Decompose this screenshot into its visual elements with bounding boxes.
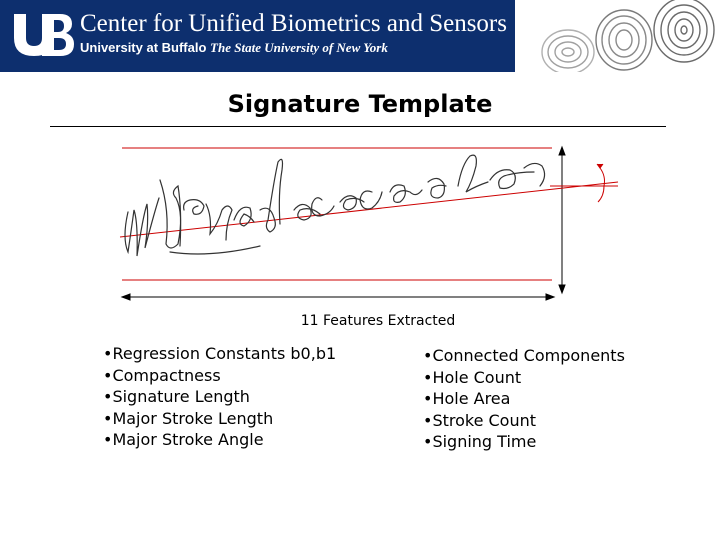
signature-diagram <box>110 140 620 305</box>
list-item: • Regression Constants b0,b1 <box>103 343 336 365</box>
feature-list-right <box>423 345 625 453</box>
feature-list-left <box>103 343 336 451</box>
signature-ink <box>125 155 545 256</box>
ub-logo-icon <box>12 12 74 58</box>
slide-title: Signature Template <box>227 90 493 118</box>
regression-line <box>120 182 618 237</box>
features-caption: 11 Features Extracted <box>300 313 456 329</box>
list-item: • Connected Components <box>423 345 625 367</box>
banner-title: Center for Unified Biometrics and Sensors <box>80 10 507 37</box>
header-banner <box>0 0 720 72</box>
length-arrow <box>122 294 554 300</box>
list-item: • Signing Time <box>423 431 625 453</box>
list-item: • Stroke Count <box>423 410 625 432</box>
list-item: • Signature Length <box>103 386 336 408</box>
list-item: • Major Stroke Length <box>103 408 336 430</box>
list-item: • Major Stroke Angle <box>103 429 336 451</box>
title-divider <box>50 126 666 127</box>
university-system: The State University of New York <box>210 40 388 55</box>
height-arrow <box>559 147 565 293</box>
list-item: • Hole Area <box>423 388 625 410</box>
list-item: • Hole Count <box>423 367 625 389</box>
banner-subtitle <box>80 40 388 56</box>
fingerprint-images <box>528 0 720 72</box>
angle-indicator <box>597 164 605 202</box>
university-name: University at Buffalo <box>80 40 207 55</box>
list-item: • Compactness <box>103 365 336 387</box>
